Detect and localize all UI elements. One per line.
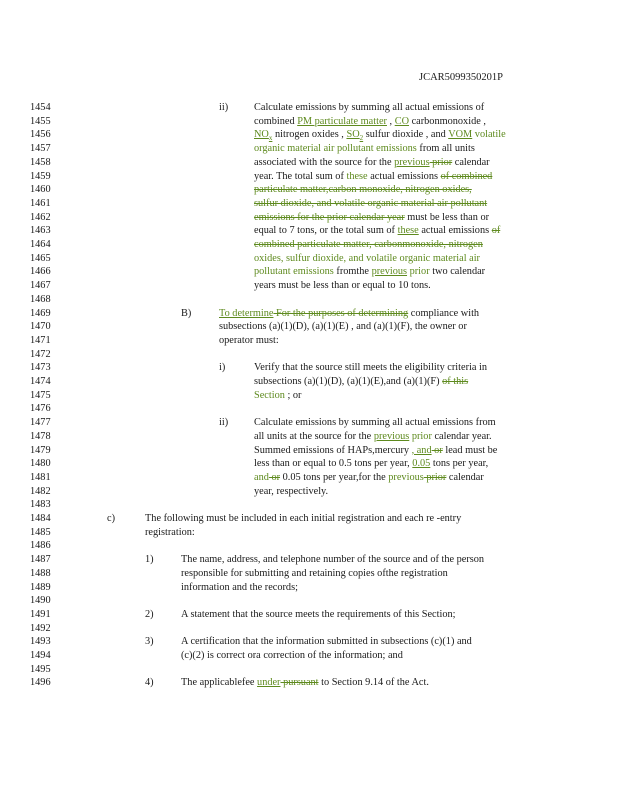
- text-line: years must be less than or equal to 10 tons.: [254, 280, 431, 292]
- text-line: The applicablefee under pursuant to Section 9.14 of the Act.: [181, 677, 429, 689]
- text-line: The following must be included in each initial registration and each re -entry: [145, 513, 462, 524]
- line-number: 1461: [30, 197, 51, 209]
- line-number: 1464: [30, 239, 51, 250]
- line-number: 1462: [30, 211, 51, 223]
- line-number: 1469: [30, 307, 51, 319]
- line-number: 1468: [30, 293, 51, 305]
- text-line: all units at the source for the previous prior calendar year.: [254, 430, 492, 442]
- line-number: 1465: [30, 252, 51, 264]
- item-marker-ii: ii): [219, 102, 229, 113]
- item-marker-4: 4): [145, 677, 154, 689]
- line-number: 1454: [30, 102, 51, 113]
- line-number: 1473: [30, 362, 51, 374]
- text-line: year. The total sum of these actual emissions of combined: [254, 170, 493, 182]
- item-marker-i: i): [219, 362, 226, 374]
- text-line: subsections (a)(1)(D), (a)(1)(E) , and (a)(1)(F), the owner or: [219, 321, 467, 333]
- line-number: 1481: [30, 471, 51, 483]
- line-number: 1456: [30, 129, 51, 141]
- line-number: 1466: [30, 266, 51, 278]
- text-line: Summed emissions of HAPs,mercury , and or lead must be: [254, 444, 498, 456]
- line-number: 1458: [30, 156, 51, 168]
- item-marker-ii: ii): [219, 417, 229, 429]
- line-number: 1495: [30, 663, 51, 675]
- text-line: (c)(2) is correct ora correction of the information; and: [181, 650, 403, 661]
- line-number: 1457: [30, 143, 51, 155]
- text-line: organic material air pollutant emissions from all units: [254, 143, 475, 155]
- item-marker-2: 2): [145, 608, 154, 620]
- item-marker-c: c): [107, 513, 115, 524]
- text-line: The name, address, and telephone number of the source and of the person: [181, 554, 485, 566]
- text-line: responsible for submitting and retaining copies ofthe registration: [181, 567, 448, 579]
- text-line: pollutant emissions fromthe previous prior two calendar: [254, 266, 486, 278]
- line-number: 1471: [30, 334, 51, 346]
- line-number: 1478: [30, 430, 51, 442]
- line-number: 1463: [30, 225, 51, 237]
- line-number: 1489: [30, 581, 51, 593]
- deleted-text-line: combined particulate matter, carbonmonoxide, nitrogen: [254, 239, 483, 250]
- header-code: JCAR5099350201P: [418, 72, 503, 83]
- line-number: 1455: [30, 115, 51, 127]
- text-line: A certification that the information submitted in subsections (c)(1) and: [181, 636, 472, 648]
- line-number: 1484: [30, 513, 51, 524]
- line-number: 1476: [30, 403, 51, 415]
- line-number: 1470: [30, 321, 51, 333]
- text-line: Calculate emissions by summing all actual emissions of: [254, 102, 485, 113]
- text-line: A statement that the source meets the requirements of this Section;: [181, 608, 456, 620]
- line-number: 1490: [30, 595, 51, 607]
- line-number: 1491: [30, 608, 51, 620]
- text-line: equal to 7 tons, or the total sum of these actual emissions of: [254, 225, 501, 237]
- text-line: less than or equal to 0.5 tons per year, 0.05 tons per year,: [254, 458, 489, 470]
- text-line: Section ; or: [254, 389, 302, 401]
- item-marker-1: 1): [145, 554, 154, 566]
- line-number: 1487: [30, 554, 51, 566]
- line-number: 1485: [30, 526, 51, 538]
- text-line: operator must:: [219, 334, 279, 346]
- text-line: year, respectively.: [254, 485, 329, 497]
- item-marker-3: 3): [145, 636, 154, 648]
- line-number: 1488: [30, 567, 51, 579]
- line-number: 1494: [30, 650, 51, 661]
- line-number: 1480: [30, 458, 51, 470]
- line-number: 1475: [30, 389, 51, 401]
- line-number: 1460: [30, 184, 51, 196]
- text-line: Calculate emissions by summing all actual emissions from: [254, 417, 496, 429]
- line-number: 1482: [30, 485, 51, 497]
- deleted-text-line: particulate matter,carbon monoxide, nitrogen oxides,: [254, 184, 472, 196]
- text-line: associated with the source for the previous prior calendar: [254, 156, 490, 168]
- text-line: To determine For the purposes of determining compliance with: [219, 307, 480, 319]
- text-line: information and the records;: [181, 581, 298, 593]
- text-line: $NO_x$ nitrogen oxides , $SO_2$ sulfur dioxide , and VOM volatile: [254, 129, 506, 143]
- line-number: 1474: [30, 376, 51, 387]
- line-number: 1459: [30, 170, 51, 182]
- line-number: 1477: [30, 417, 51, 429]
- text-line: subsections (a)(1)(D), (a)(1)(E),and (a)(1)(F) of this: [254, 376, 469, 387]
- text-line: combined PM particulate matter , CO carbonmonoxide ,: [254, 115, 486, 127]
- text-line: oxides, sulfur dioxide, and volatile organic material air: [254, 252, 480, 264]
- line-number: 1483: [30, 499, 51, 511]
- line-number: 1472: [30, 348, 51, 360]
- text-line: emissions for the prior calendar year must be less than or: [254, 211, 490, 223]
- text-line: and or 0.05 tons per year,for the previous prior calendar: [254, 471, 484, 483]
- line-number: 1467: [30, 280, 51, 292]
- text-line: Verify that the source still meets the eligibility criteria in: [254, 362, 488, 374]
- line-number: 1496: [30, 677, 51, 689]
- text-line: registration:: [145, 526, 195, 538]
- line-number: 1479: [30, 444, 51, 456]
- deleted-text-line: sulfur dioxide, and volatile organic material air pollutant: [254, 197, 488, 209]
- line-number: 1486: [30, 540, 51, 552]
- item-marker-B: B): [181, 307, 192, 319]
- line-number: 1493: [30, 636, 51, 648]
- line-number: 1492: [30, 622, 51, 634]
